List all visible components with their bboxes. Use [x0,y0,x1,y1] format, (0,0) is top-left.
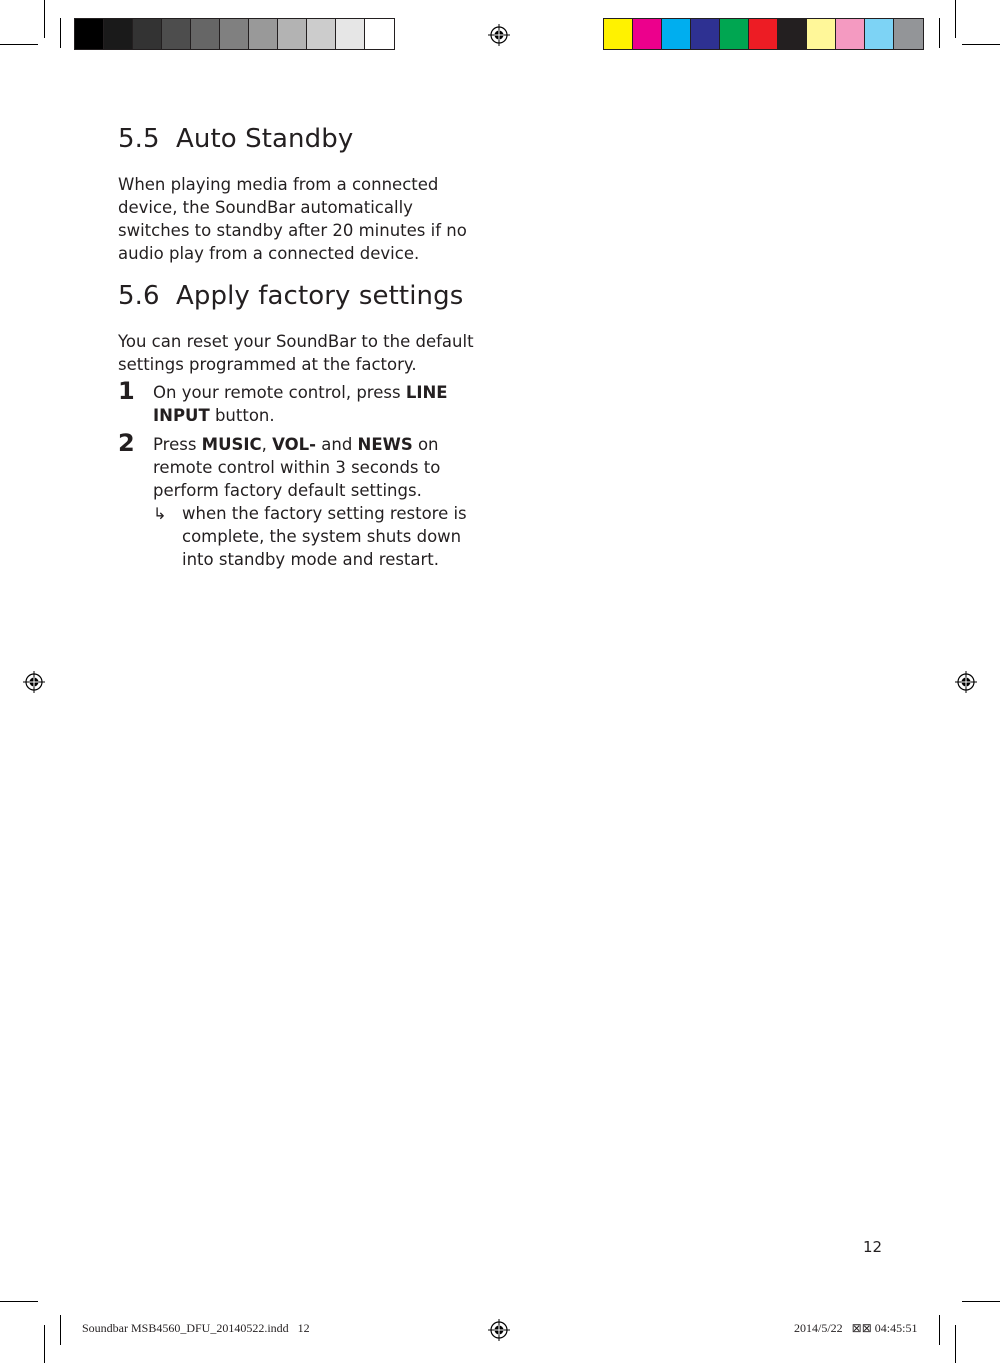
section-heading-factory-settings [118,281,463,311]
color-swatch [162,19,191,49]
crop-mark [962,44,1000,45]
section-heading-auto-standby [118,124,353,154]
registration-mark-icon [488,24,510,46]
color-swatch [278,19,307,49]
crop-mark [955,1325,956,1363]
color-swatch [662,19,691,49]
color-swatch [633,19,662,49]
result-text: when the factory setting restore is complete, the system shuts down into standby mode and restart. [182,504,467,569]
auto-standby-body: When playing media from a connected device, the SoundBar automatically switches to standby after 20 minutes if no audio play from a connected device. [118,175,467,263]
color-swatch [749,19,778,49]
color-swatch [307,19,336,49]
color-swatch [75,19,104,49]
footer-filename: Soundbar MSB4560_DFU_20140522.indd 12 [82,1321,310,1335]
crop-mark [939,18,940,48]
section-number: 5.5 [118,124,160,154]
color-swatch [691,19,720,49]
color-swatch [836,19,865,49]
factory-settings-intro: You can reset your SoundBar to the default settings programmed at the factory. [118,332,474,374]
registration-mark-icon [488,1319,510,1341]
crop-mark [962,1301,1000,1302]
section-title: Auto Standby [176,124,354,154]
grayscale-bar [74,18,395,50]
crop-mark [939,1315,940,1345]
result-arrow-icon: ↳ [153,504,167,523]
key-label: VOL- [272,435,316,454]
color-swatch [604,19,633,49]
page-number: 12 [863,1238,883,1256]
section-number: 5.6 [118,281,160,311]
key-label: LINE INPUT [153,383,448,425]
crop-mark [44,1325,45,1363]
key-label: NEWS [357,435,413,454]
color-bar [603,18,924,50]
color-swatch [807,19,836,49]
crop-mark [0,1301,38,1302]
color-swatch [133,19,162,49]
color-swatch [720,19,749,49]
section-title: Apply factory settings [176,281,464,311]
footer-timestamp: 2014/5/22 ⊠⊠ 04:45:51 [794,1321,918,1335]
crop-mark [0,44,38,45]
step-number: 1 [118,377,135,405]
registration-mark-icon [23,671,45,693]
step-text: Press MUSIC, VOL- and NEWS on remote control within 3 seconds to perform factory default settings. [153,435,441,500]
key-label: MUSIC [201,435,262,454]
color-swatch [104,19,133,49]
crop-mark [955,0,956,38]
color-swatch [365,19,394,49]
color-swatch [191,19,220,49]
step-number: 2 [118,429,135,457]
color-swatch [220,19,249,49]
step-text: On your remote control, press LINE INPUT button. [153,383,448,425]
color-swatch [865,19,894,49]
crop-mark [60,1315,61,1345]
color-swatch [249,19,278,49]
registration-mark-icon [955,671,977,693]
color-swatch [894,19,923,49]
color-swatch [336,19,365,49]
crop-mark [60,18,61,48]
color-swatch [778,19,807,49]
crop-mark [44,0,45,38]
